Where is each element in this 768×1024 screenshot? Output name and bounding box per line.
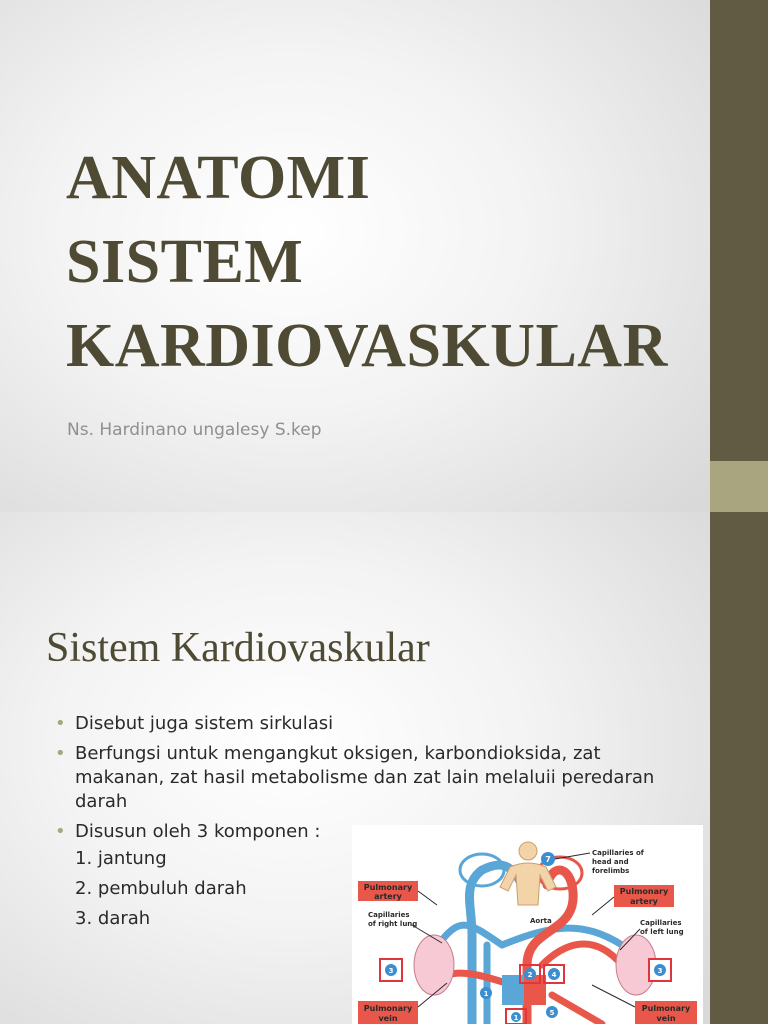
marker-3-left-number: 3 bbox=[388, 967, 394, 975]
component-item: 1. jantung bbox=[75, 848, 167, 869]
slide-title bbox=[66, 136, 668, 388]
label-pulmonary-artery-left: Pulmonary bbox=[363, 883, 413, 892]
component-item: 3. darah bbox=[75, 908, 151, 929]
bullet-item bbox=[55, 742, 655, 814]
bullet-icon: • bbox=[55, 713, 66, 734]
label-capillaries-head-3: forelimbs bbox=[592, 867, 630, 875]
label-capillaries-left-lung-2: of left lung bbox=[640, 928, 684, 936]
title-line-3: KARDIOVASKULAR bbox=[66, 312, 668, 380]
bullet-text: Berfungsi untuk mengangkut oksigen, karbondioksida, zat makanan, zat hasil metabolisme dan zat lain melaluii peredaran darah bbox=[75, 743, 655, 812]
left-heart-chamber bbox=[524, 975, 546, 1005]
label-pulmonary-vein-left-2: vein bbox=[378, 1014, 398, 1023]
circulation-svg bbox=[352, 825, 703, 1024]
label-pulmonary-artery-left-2: artery bbox=[374, 892, 402, 901]
side-accent bbox=[710, 461, 768, 512]
circulation-diagram bbox=[352, 825, 703, 1024]
bullet-item bbox=[55, 712, 655, 736]
bullet-icon: • bbox=[55, 743, 66, 764]
label-pulmonary-vein-right-2: vein bbox=[656, 1014, 676, 1023]
left-pulmonary-vein-vessel bbox=[542, 944, 622, 965]
label-pulmonary-vein-left: Pulmonary bbox=[363, 1004, 413, 1013]
descending-aorta-vessel bbox=[549, 995, 602, 1024]
bullet-text: Disebut juga sistem sirkulasi bbox=[75, 713, 334, 734]
component-item: 2. pembuluh darah bbox=[75, 878, 247, 899]
left-pulmonary-artery-vessel bbox=[502, 928, 622, 945]
marker-2-number: 2 bbox=[527, 971, 533, 979]
label-capillaries-left-lung: Capillaries bbox=[640, 919, 682, 927]
title-line-2: SISTEM bbox=[66, 228, 304, 296]
label-pulmonary-vein-right: Pulmonary bbox=[641, 1004, 691, 1013]
marker-7-number: 7 bbox=[545, 855, 551, 864]
label-capillaries-head: Capillaries of bbox=[592, 849, 644, 857]
right-lung-icon bbox=[414, 935, 454, 995]
label-aorta: Aorta bbox=[530, 917, 552, 925]
marker-5-number: 5 bbox=[549, 1009, 555, 1017]
author-subtitle: Ns. Hardinano ungalesy S.kep bbox=[67, 420, 322, 440]
marker-3-right-number: 3 bbox=[657, 967, 663, 975]
bullet-text: Disusun oleh 3 komponen : bbox=[75, 821, 321, 842]
label-pulmonary-artery-right-2: artery bbox=[630, 897, 658, 906]
side-bar bbox=[710, 0, 768, 512]
human-figure-icon bbox=[500, 842, 556, 905]
content-slide bbox=[0, 512, 768, 1024]
side-bar bbox=[710, 512, 768, 1024]
label-capillaries-right-lung-2: of right lung bbox=[368, 920, 418, 928]
title-line-1: ANATOMI bbox=[66, 144, 371, 212]
bullet-icon: • bbox=[55, 821, 66, 842]
slide-heading: Sistem Kardiovaskular bbox=[46, 625, 430, 671]
marker-4-number: 4 bbox=[551, 971, 557, 979]
label-pulmonary-artery-right: Pulmonary bbox=[619, 887, 669, 896]
label-capillaries-right-lung: Capillaries bbox=[368, 911, 410, 919]
marker-1-number: 1 bbox=[483, 990, 489, 998]
marker-1-bottom-number: 1 bbox=[513, 1014, 519, 1022]
label-capillaries-head-2: head and bbox=[592, 858, 629, 866]
